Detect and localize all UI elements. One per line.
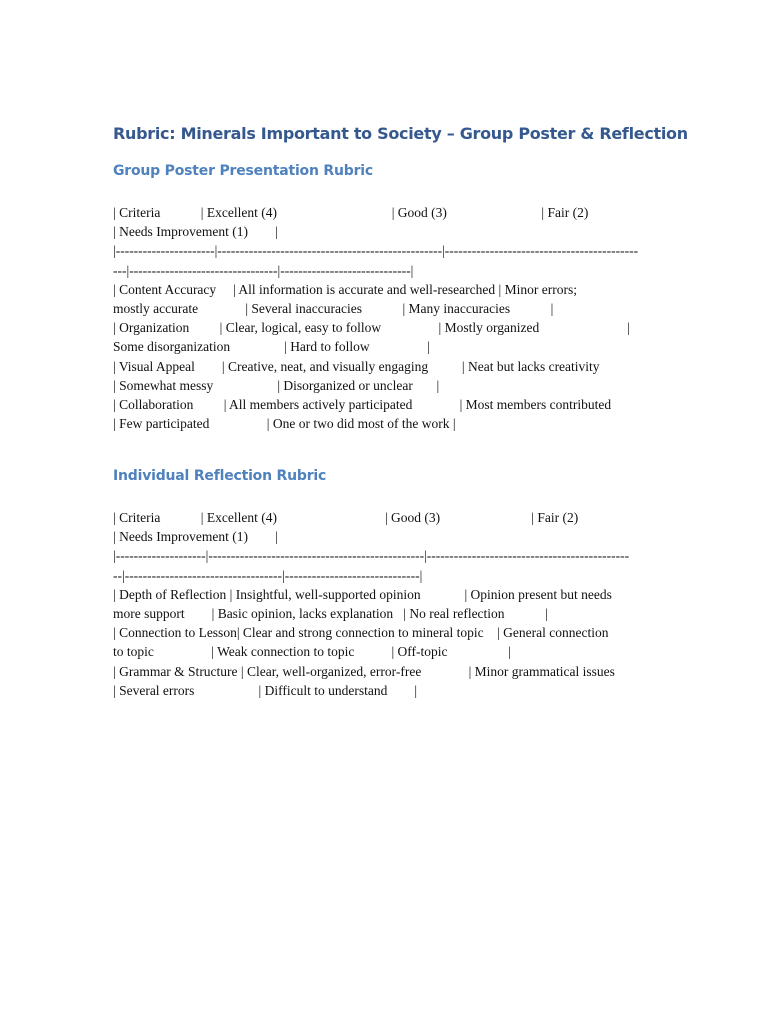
rubric-text-line: | Somewhat messy | Disorganized or unclear | [113, 377, 440, 393]
rubric-text-line: more support | Basic opinion, lacks explanation | No real reflection | [113, 605, 548, 621]
rubric-text-line: | Grammar & Structure | Clear, well-organized, error-free | Minor grammatical issues [113, 663, 615, 679]
rubric-text-line: | Visual Appeal | Creative, neat, and visually engaging | Neat but lacks creativity [113, 358, 600, 374]
rubric-text-line: | Organization | Clear, logical, easy to follow | Mostly organized | [113, 320, 630, 336]
rubric-text-line: | Needs Improvement (1) | [113, 529, 278, 545]
rubric-text-line: to topic | Weak connection to topic | Off-topic | [113, 644, 511, 660]
rubric-text-line: ---|---------------------------------|-----------------------------| [113, 262, 414, 278]
rubric-text-line: | Several errors | Difficult to understand | [113, 682, 418, 698]
rubric-text-line: | Needs Improvement (1) | [113, 224, 278, 240]
rubric-text-line: | Collaboration | All members actively participated | Most members contributed [113, 396, 612, 412]
rubric-text-line: | Criteria | Excellent (4) | Good (3) | Fair (2) [113, 510, 579, 525]
rubric-text-line: |----------------------|--------------------------------------------------|------------------------------------------- [113, 243, 639, 259]
document-title: Rubric: Minerals Important to Society – Group Poster & Reflection [113, 124, 688, 143]
section-heading-individual-reflection: Individual Reflection Rubric [113, 468, 327, 484]
rubric-table-individual-reflection [113, 508, 658, 700]
rubric-text-line: | Content Accuracy | All information is accurate and well-researched | Minor errors; [113, 281, 577, 297]
rubric-text-line: mostly accurate | Several inaccuracies | Many inaccuracies | [113, 300, 554, 316]
rubric-text-line: --|-----------------------------------|------------------------------| [113, 567, 423, 583]
rubric-text-line: | Depth of Reflection | Insightful, well-supported opinion | Opinion present but needs [113, 586, 612, 602]
rubric-text-line: | Criteria | Excellent (4) | Good (3) | Fair (2) [113, 205, 589, 220]
rubric-text-line: | Connection to Lesson| Clear and strong connection to mineral topic | General connection [113, 625, 609, 641]
rubric-text-line: | Few participated | One or two did most of the work | [113, 416, 456, 432]
rubric-text-line: Some disorganization | Hard to follow | [113, 339, 430, 355]
rubric-text-line: |--------------------|------------------------------------------------|--------------------------------------------- [113, 548, 630, 564]
section-heading-group-poster: Group Poster Presentation Rubric [113, 163, 373, 179]
rubric-table-group-poster [113, 203, 658, 433]
